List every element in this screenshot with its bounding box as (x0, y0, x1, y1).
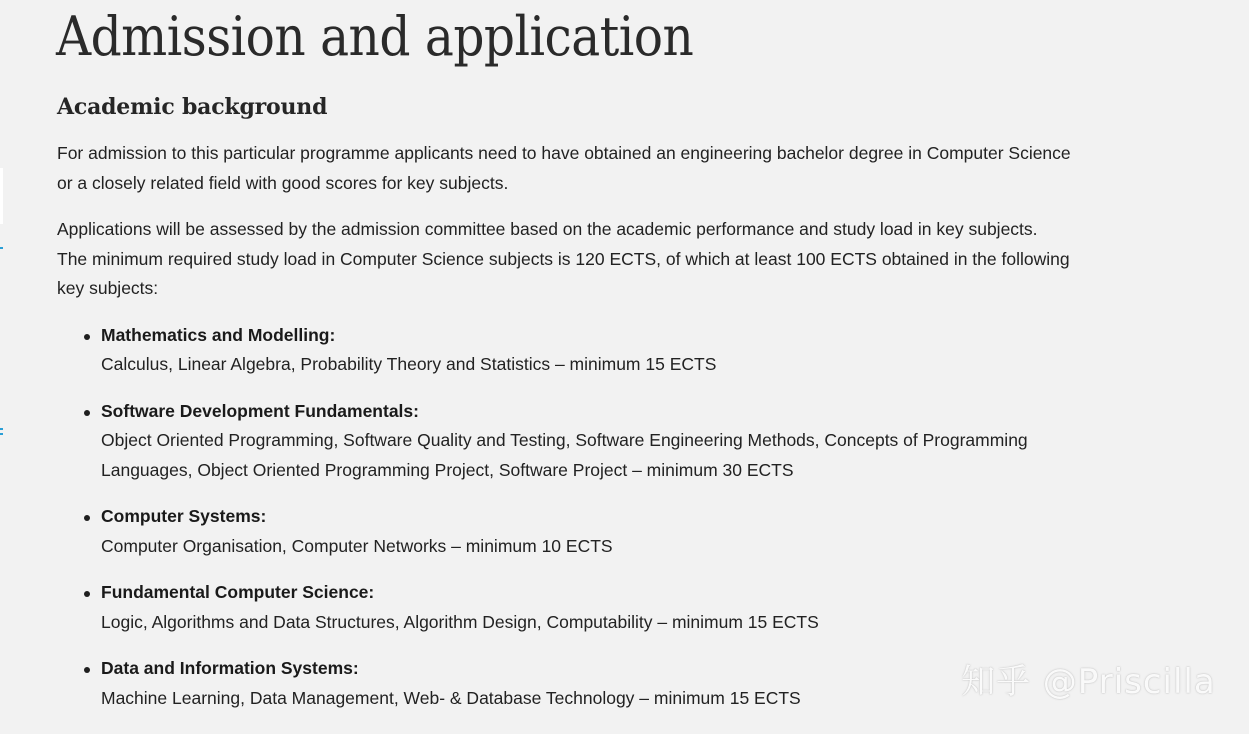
page-title: Admission and application (56, 5, 694, 68)
subject-detail: Machine Learning, Data Management, Web- & Database Technology – minimum 15 ECTS (101, 687, 801, 708)
subject-title: Data and Information Systems: (101, 658, 359, 678)
watermark: 知乎 @Priscilla (961, 662, 1216, 702)
list-item (57, 654, 1072, 713)
edge-accent-mark (0, 433, 3, 435)
section-heading: Academic background (57, 94, 328, 120)
list-item (57, 397, 1072, 486)
subject-title: Fundamental Computer Science: (101, 582, 375, 602)
list-item (57, 578, 1072, 637)
bullet-icon (84, 515, 90, 521)
subject-title: Mathematics and Modelling: (101, 324, 336, 345)
bullet-icon (84, 667, 90, 673)
edge-highlight (0, 168, 3, 224)
key-subjects-list (57, 321, 1072, 714)
edge-accent-mark (0, 247, 3, 249)
list-item (57, 321, 1072, 380)
main-content (57, 0, 1072, 730)
subject-detail: Computer Organisation, Computer Networks – minimum 10 ECTS (101, 535, 613, 556)
subject-title: Computer Systems: (101, 506, 267, 526)
bullet-icon (84, 334, 90, 340)
subject-detail: Logic, Algorithms and Data Structures, Algorithm Design, Computability – minimum 15 ECTS (101, 611, 819, 632)
subject-detail: Object Oriented Programming, Software Quality and Testing, Software Engineering Methods, Concepts of Programming Languages, Object Oriented Programming Project, Software Project – minimum 30 ECTS (101, 430, 1028, 480)
left-edge-strip (0, 0, 4, 734)
assessment-paragraph: Applications will be assessed by the admission committee based on the academic performance and study load in key subjects. The minimum required study load in Computer Science subjects is 120 ECTS, of which at least 100 ECTS obtained in the following key subjects: (57, 219, 1070, 298)
subject-detail: Calculus, Linear Algebra, Probability Theory and Statistics – minimum 15 ECTS (101, 354, 717, 374)
bullet-icon (84, 410, 90, 416)
list-item (57, 502, 1072, 561)
intro-paragraph: For admission to this particular programme applicants need to have obtained an engineering bachelor degree in Computer Science or a closely related field with good scores for key subjects. (57, 143, 1071, 193)
subject-title: Software Development Fundamentals: (101, 400, 419, 421)
edge-accent-mark (0, 428, 3, 430)
bullet-icon (84, 591, 90, 597)
